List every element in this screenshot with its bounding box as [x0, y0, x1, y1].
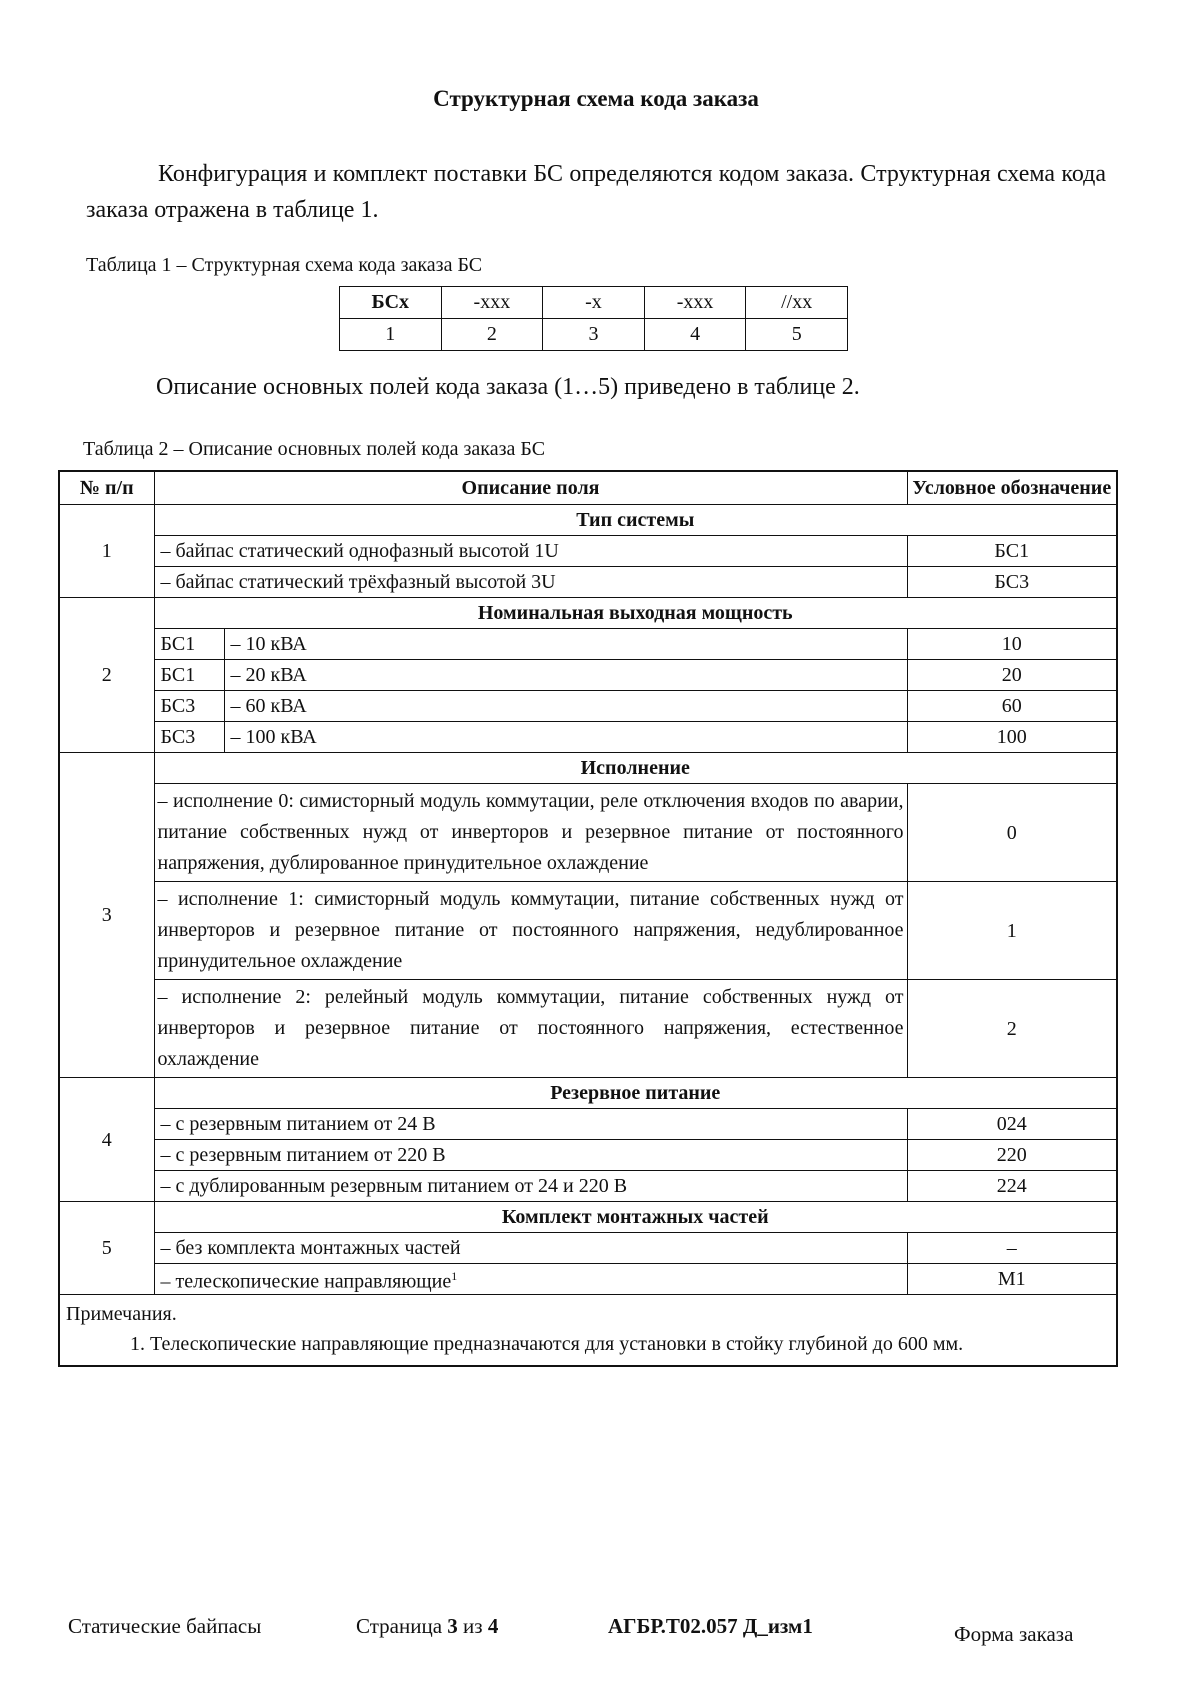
field-code: 10 — [907, 629, 1117, 660]
power-cell: – 10 кВА — [224, 629, 907, 660]
table-row — [59, 1233, 1117, 1264]
field-code: БС1 — [907, 536, 1117, 567]
table1-number-cell: 5 — [746, 319, 848, 351]
table1-number-cell: 1 — [340, 319, 442, 351]
footnote-marker: 1 — [451, 1269, 458, 1284]
section-title: Номинальная выходная мощность — [154, 598, 1117, 629]
table1-code-cell: -ххх — [441, 287, 543, 319]
field-code: БС3 — [907, 567, 1117, 598]
table1-code-cell: -ххх — [644, 287, 746, 319]
section-title-row — [59, 753, 1117, 784]
section-number: 5 — [59, 1202, 154, 1295]
table1-code-cell: БСх — [340, 287, 442, 319]
table-row — [59, 1140, 1117, 1171]
field-code: – — [907, 1233, 1117, 1264]
section-title-row — [59, 505, 1117, 536]
model-cell: БС1 — [154, 660, 224, 691]
note-item: 1. Телескопические направляющие предназначаются для установки в стойку глубиной до 600 мм. — [130, 1333, 964, 1355]
table1-code-cell: -х — [543, 287, 645, 319]
table-row — [59, 1171, 1117, 1202]
field-description: – с резервным питанием от 220 В — [154, 1140, 907, 1171]
field-description: – с резервным питанием от 24 В — [154, 1109, 907, 1140]
notes-row — [59, 1295, 1117, 1367]
field-description-text: – телескопические направляющие — [160, 1270, 452, 1293]
table2-header-row — [59, 471, 1117, 505]
field-code: 0 — [907, 784, 1117, 882]
field-code: 220 — [907, 1140, 1117, 1171]
section-title: Комплект монтажных частей — [154, 1202, 1117, 1233]
table-row — [59, 691, 1117, 722]
power-cell: – 20 кВА — [224, 660, 907, 691]
table1-codes-row — [340, 287, 848, 319]
table1-number-cell: 4 — [644, 319, 746, 351]
table-row — [59, 980, 1117, 1078]
table-row — [59, 629, 1117, 660]
field-code: 224 — [907, 1171, 1117, 1202]
power-cell: – 100 кВА — [224, 722, 907, 753]
notes-cell — [59, 1295, 1117, 1367]
field-description: – исполнение 2: релейный модуль коммутации, питание собственных нужд от инверторов и резервное питание от постоянного напряжения, естественное охлаждение — [154, 980, 907, 1078]
field-code: 60 — [907, 691, 1117, 722]
footer-page-indicator — [356, 1614, 498, 1639]
section-title-row — [59, 598, 1117, 629]
table-row — [59, 722, 1117, 753]
page-title: Структурная схема кода заказа — [433, 86, 759, 111]
section-title: Тип системы — [154, 505, 1117, 536]
footer-page-number: 3 — [447, 1614, 458, 1638]
field-description: – без комплекта монтажных частей — [154, 1233, 907, 1264]
field-description: – байпас статический трёхфазный высотой 3U — [154, 567, 907, 598]
field-code: 100 — [907, 722, 1117, 753]
field-code: 20 — [907, 660, 1117, 691]
notes-title: Примечания. — [66, 1303, 177, 1325]
field-code: 2 — [907, 980, 1117, 1078]
header-description: Описание поля — [154, 471, 907, 505]
order-code-fields-table — [58, 470, 1118, 1367]
section-title-row — [59, 1202, 1117, 1233]
field-description: – байпас статический однофазный высотой 1U — [154, 536, 907, 567]
footer-page-label: Страница — [356, 1614, 443, 1638]
section-number: 2 — [59, 598, 154, 753]
model-cell: БС1 — [154, 629, 224, 660]
table1-code-cell: //хх — [746, 287, 848, 319]
table1-number-cell: 2 — [441, 319, 543, 351]
table2-caption: Таблица 2 – Описание основных полей кода заказа БС — [83, 438, 546, 460]
model-cell: БС3 — [154, 691, 224, 722]
table2-intro-paragraph: Описание основных полей кода заказа (1…5) приведено в таблице 2. — [156, 374, 860, 400]
table-row — [59, 1109, 1117, 1140]
section-title-row — [59, 1078, 1117, 1109]
section-number: 1 — [59, 505, 154, 598]
field-description: – исполнение 1: симисторный модуль коммутации, питание собственных нужд от инверторов и резервное питание от постоянного напряжения, недублированное принудительное охлаждение — [154, 882, 907, 980]
footer-form-label: Форма заказа — [954, 1622, 1074, 1646]
section-number: 3 — [59, 753, 154, 1078]
field-description — [154, 1264, 907, 1295]
field-description: – с дублированным резервным питанием от 24 и 220 В — [154, 1171, 907, 1202]
table-row — [59, 536, 1117, 567]
model-cell: БС3 — [154, 722, 224, 753]
field-code: М1 — [907, 1264, 1117, 1295]
table-row — [59, 660, 1117, 691]
footer-product: Статические байпасы — [68, 1614, 262, 1638]
table1-caption: Таблица 1 – Структурная схема кода заказа БС — [86, 254, 483, 276]
footer-doc-code: АГБР.Т02.057 Д_изм1 — [608, 1614, 813, 1638]
order-code-structure-table — [339, 286, 848, 351]
field-code: 024 — [907, 1109, 1117, 1140]
section-title: Резервное питание — [154, 1078, 1117, 1109]
field-code: 1 — [907, 882, 1117, 980]
table-row — [59, 1264, 1117, 1295]
table-row — [59, 784, 1117, 882]
footer-page-total: 4 — [487, 1614, 499, 1638]
table-row — [59, 882, 1117, 980]
header-code: Условное обозначение — [907, 471, 1117, 505]
table1-number-cell: 3 — [543, 319, 645, 351]
field-description: – исполнение 0: симисторный модуль коммутации, реле отключения входов по аварии, питание собственных нужд от инверторов и резервное питание от постоянного напряжения, дублированное принудительное охлаждение — [154, 784, 907, 882]
footer-page-of: из — [463, 1614, 483, 1638]
header-num: № п/п — [59, 471, 154, 505]
table1-numbers-row — [340, 319, 848, 351]
section-number: 4 — [59, 1078, 154, 1202]
section-title: Исполнение — [154, 753, 1117, 784]
power-cell: – 60 кВА — [224, 691, 907, 722]
table-row — [59, 567, 1117, 598]
intro-paragraph: Конфигурация и комплект поставки БС определяются кодом заказа. Структурная схема кода заказа отражена в таблице 1. — [86, 161, 1106, 223]
